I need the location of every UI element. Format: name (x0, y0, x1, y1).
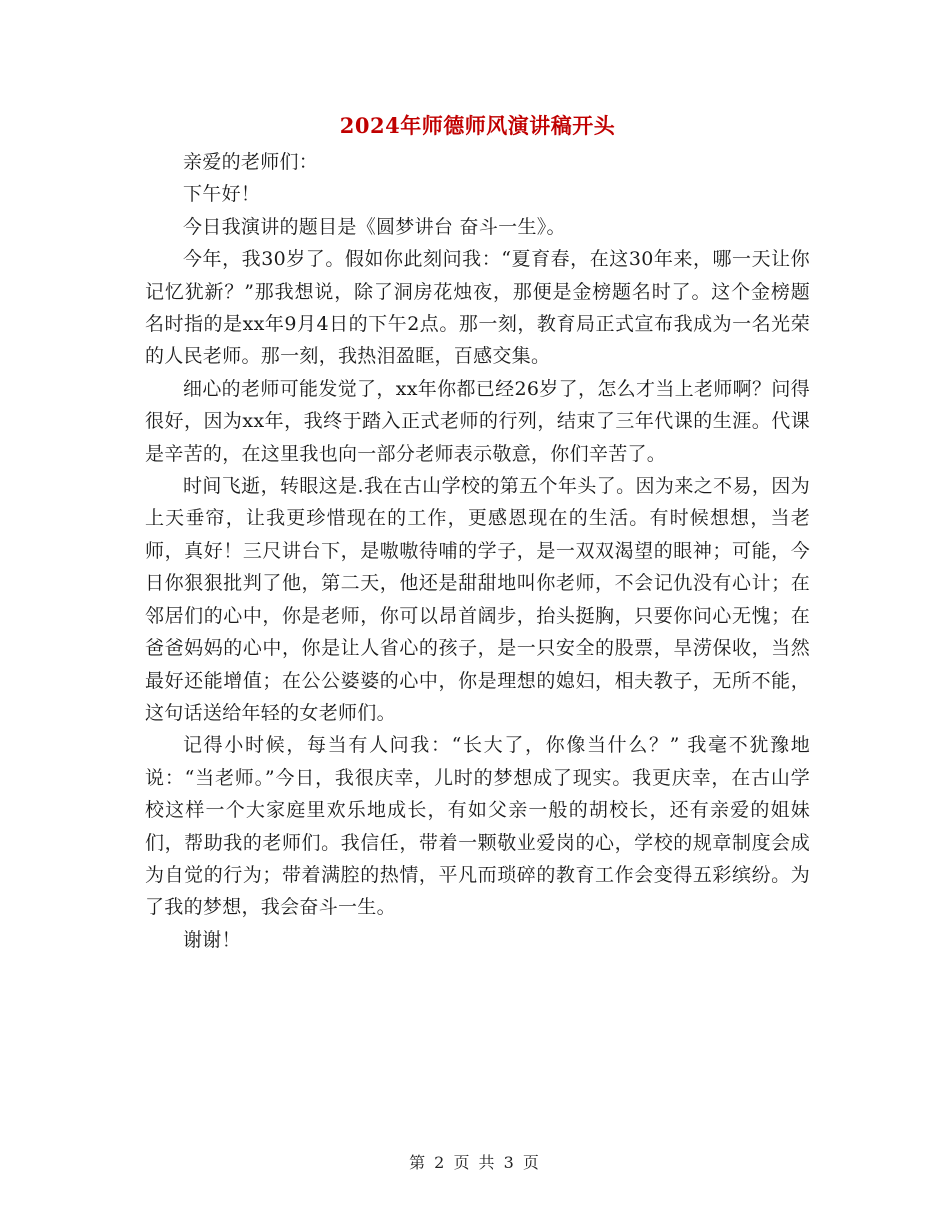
document-title: 2024年师德师风演讲稿开头 (339, 113, 616, 138)
paragraph-body: 细心的老师可能发觉了，xx年你都已经26岁了，怎么才当上老师啊？问得很好，因为xx年，我终于踏入正式老师的行列，结束了三年代课的生涯。代课是辛苦的，在这里我也向一部分老师表示敬意，你们辛苦了。 (145, 377, 810, 465)
document-page (145, 108, 810, 956)
paragraph-greeting: 下午好！ (183, 183, 261, 206)
paragraph-body: 今年，我30岁了。假如你此刻问我：“夏育春，在这30年来，哪一天让你记忆犹新？”那我想说，除了洞房花烛夜，那便是金榜题名时了。这个金榜题名时指的是xx年9月4日的下午2点。那一刻，教育局正式宣布我成为一名光荣的人民老师。那一刻，我热泪盈眶，百感交集。 (145, 248, 810, 368)
paragraph-body: 时间飞逝，转眼这是.我在古山学校的第五个年头了。因为来之不易，因为上天垂帘，让我更珍惜现在的工作，更感恩现在的生活。有时候想想，当老师，真好！三尺讲台下，是嗷嗷待哺的学子，是一双双渴望的眼神；可能，今日你狠狠批判了他，第二天，他还是甜甜地叫你老师，不会记仇没有心计；在邻居们的心中，你是老师，你可以昂首阔步，抬头挺胸，只要你问心无愧；在爸爸妈妈的心中，你是让人省心的孩子，是一只安全的股票，旱涝保收，当然最好还能增值；在公公婆婆的心中，你是理想的媳妇，相夫教子，无所不能，这句话送给年轻的女老师们。 (145, 475, 810, 724)
page-number-footer: 第 2 页 共 3 页 (409, 1153, 541, 1172)
paragraph-body: 记得小时候，每当有人问我：“长大了，你像当什么？” 我毫不犹豫地说：“当老师。”今日，我很庆幸，儿时的梦想成了现实。我更庆幸，在古山学校这样一个大家庭里欢乐地成长，有如父亲一般的胡校长，还有亲爱的姐妹们，帮助我的老师们。我信任，带着一颗敬业爱岗的心，学校的规章制度会成为自觉的行为；带着满腔的热情，平凡而琐碎的教育工作会变得五彩缤纷。为了我的梦想，我会奋斗一生。 (145, 734, 810, 919)
paragraph-closing: 谢谢！ (183, 928, 241, 951)
paragraph-topic: 今日我演讲的题目是《圆梦讲台 奋斗一生》。 (183, 215, 566, 238)
paragraph-salutation: 亲爱的老师们： (183, 151, 319, 173)
